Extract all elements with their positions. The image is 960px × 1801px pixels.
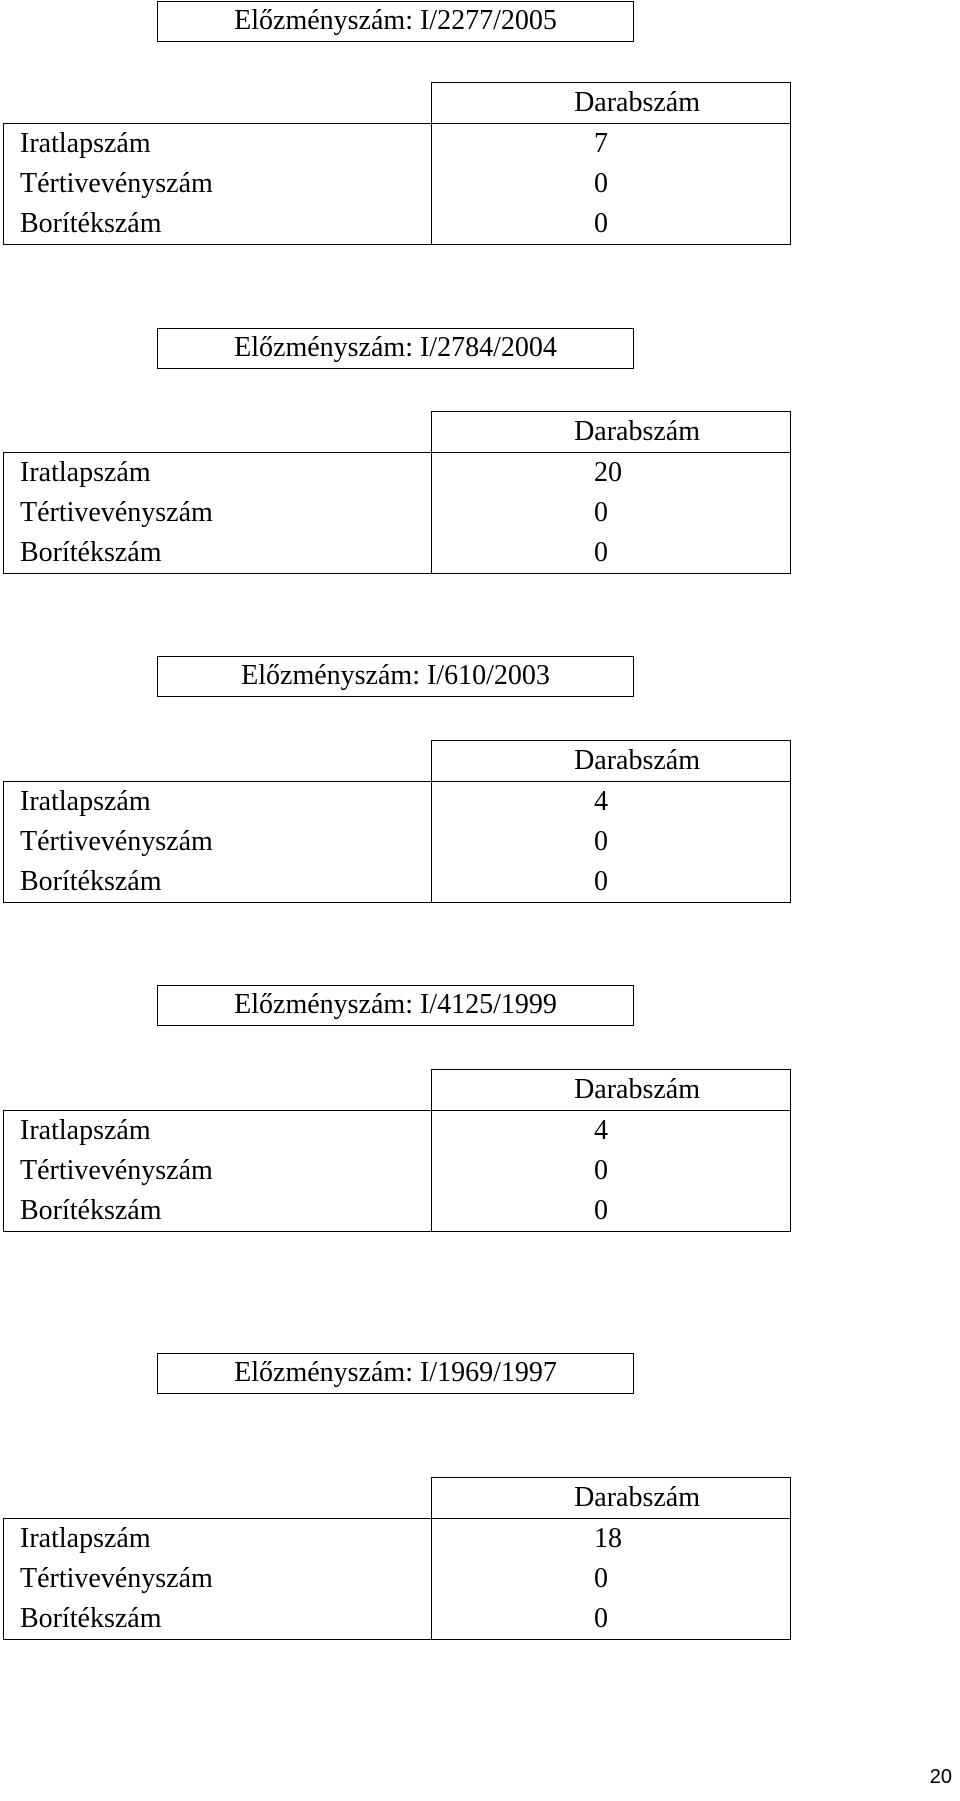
row-label: Iratlapszám: [4, 1111, 432, 1152]
row-label: Iratlapszám: [4, 782, 432, 823]
section-title: Előzményszám: I/2784/2004: [157, 328, 634, 369]
row-value: 4: [432, 782, 791, 823]
row-label: Iratlapszám: [4, 1519, 432, 1560]
count-table: [3, 1477, 791, 1640]
row-value: 18: [432, 1519, 791, 1560]
column-header-darabszam: Darabszám: [432, 83, 791, 124]
row-value: 0: [432, 493, 791, 533]
section-title: Előzményszám: I/4125/1999: [157, 985, 634, 1026]
row-label: Borítékszám: [4, 1191, 432, 1232]
row-label: Borítékszám: [4, 1599, 432, 1640]
column-header-darabszam: Darabszám: [432, 1070, 791, 1111]
row-value: 0: [432, 822, 791, 862]
count-table: [3, 740, 791, 903]
section-title: Előzményszám: I/2277/2005: [157, 1, 634, 42]
row-value: 0: [432, 1151, 791, 1191]
row-value: 4: [432, 1111, 791, 1152]
row-label: Borítékszám: [4, 204, 432, 245]
row-value: 0: [432, 862, 791, 903]
column-header-darabszam: Darabszám: [432, 1478, 791, 1519]
row-label: Borítékszám: [4, 533, 432, 574]
row-value: 0: [432, 164, 791, 204]
page-number: 20: [929, 1766, 952, 1788]
row-value: 0: [432, 1191, 791, 1232]
count-table: [3, 1069, 791, 1232]
row-value: 0: [432, 1599, 791, 1640]
count-table: [3, 82, 791, 245]
row-label: Iratlapszám: [4, 453, 432, 494]
row-label: Borítékszám: [4, 862, 432, 903]
column-header-darabszam: Darabszám: [432, 741, 791, 782]
row-label: Iratlapszám: [4, 124, 432, 165]
row-label: Tértivevényszám: [4, 822, 432, 862]
row-value: 0: [432, 533, 791, 574]
row-label: Tértivevényszám: [4, 493, 432, 533]
row-label: Tértivevényszám: [4, 164, 432, 204]
column-header-darabszam: Darabszám: [432, 412, 791, 453]
section-title: Előzményszám: I/1969/1997: [157, 1353, 634, 1394]
row-label: Tértivevényszám: [4, 1151, 432, 1191]
row-value: 7: [432, 124, 791, 165]
row-value: 0: [432, 204, 791, 245]
count-table: [3, 411, 791, 574]
section-title: Előzményszám: I/610/2003: [157, 656, 634, 697]
row-label: Tértivevényszám: [4, 1559, 432, 1599]
row-value: 20: [432, 453, 791, 494]
row-value: 0: [432, 1559, 791, 1599]
